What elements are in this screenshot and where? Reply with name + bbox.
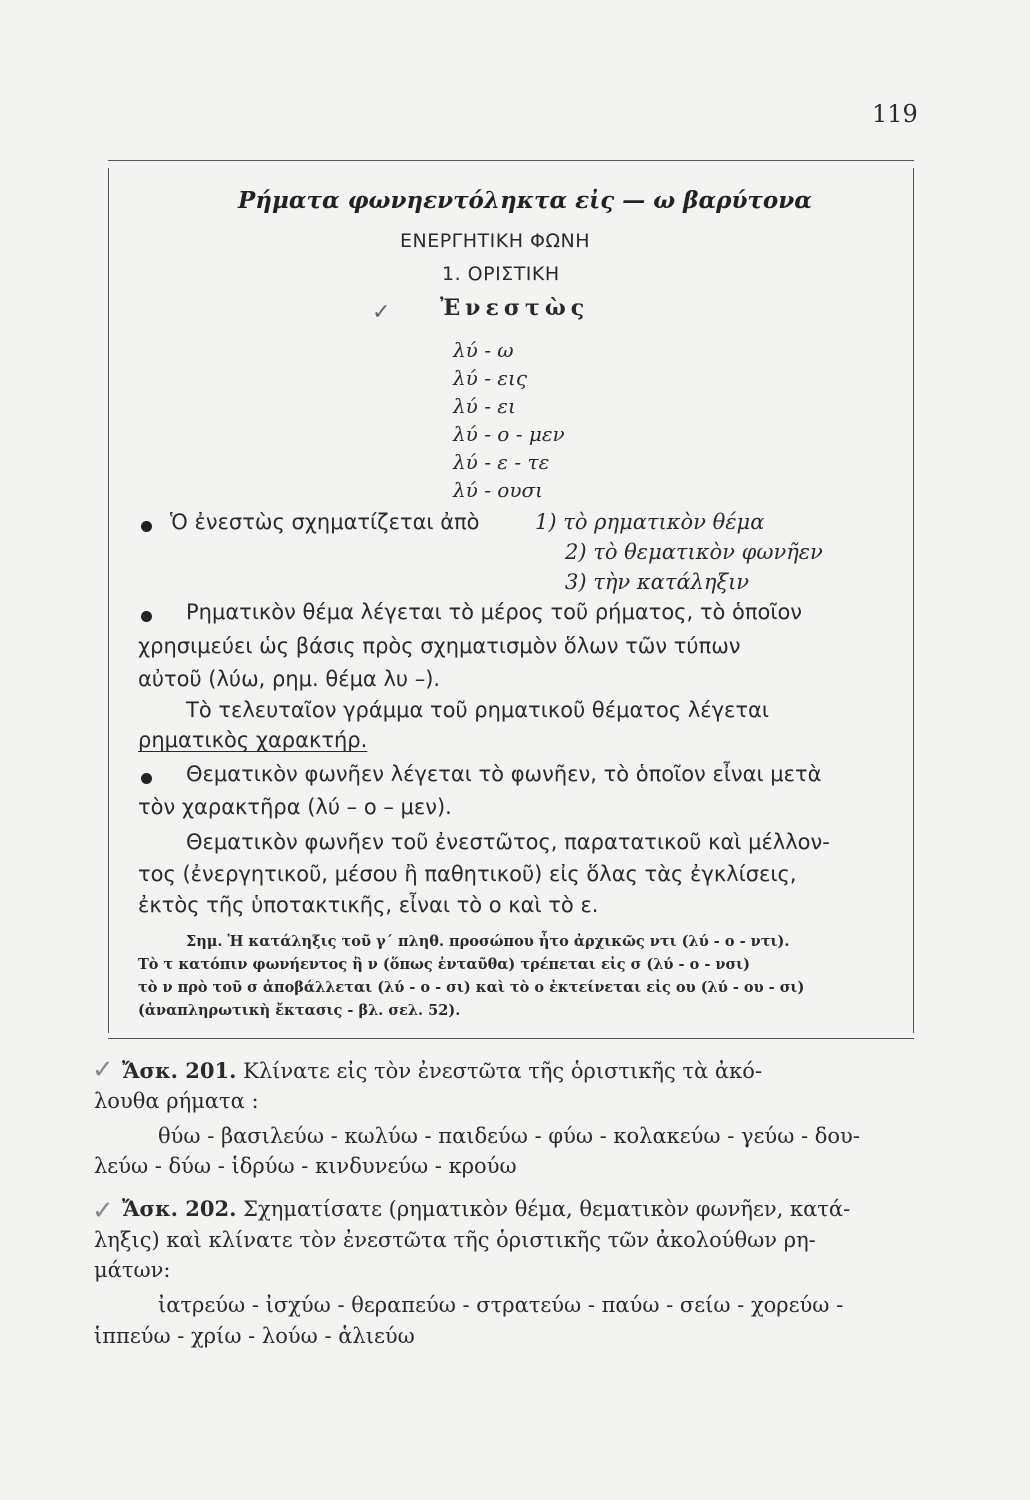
form-5: λύ - ε - τε: [453, 450, 550, 474]
exercise-202-label: Ἄσκ. 202.: [122, 1196, 237, 1221]
bullet-icon: [141, 773, 152, 784]
note-line-2: Τὸ τ κατόπιν φωνήεντος ἢ ν (ὅπως ἐνταῦθα) τρέπεται εἰς σ (λύ - ο - νσι): [138, 956, 751, 973]
p4-line-2: τος (ἐνεργητικοῦ, μέσου ἢ παθητικοῦ) εἰς ὅλας τὰς ἐγκλίσεις,: [138, 862, 797, 886]
exercise-201-line-1: [122, 1058, 762, 1083]
exercise-202-line-2: ληξις) καὶ κλίνατε τὸν ἐνεστῶτα τῆς ὁριστικῆς τῶν ἀκολούθων ρη-: [94, 1228, 816, 1252]
tense-check-mark: ✓: [372, 300, 391, 325]
form-3: λύ - ει: [453, 394, 516, 418]
exercise-202-line-5: ἱππεύω - χρίω - λούω - ἁλιεύω: [94, 1324, 415, 1348]
tense-heading: Ἐνεστὼς: [440, 295, 590, 321]
note-line-4: (ἀναπληρωτικὴ ἔκτασις - βλ. σελ. 52).: [138, 1002, 461, 1019]
page-number: 119: [872, 100, 918, 128]
exercise-202-line-3: μάτων:: [94, 1258, 171, 1282]
p2-line-1: Τὸ τελευταῖον γράμμα τοῦ ρηματικοῦ θέματος λέγεται: [186, 698, 769, 722]
exercise-201-check-icon: ✓: [92, 1055, 114, 1085]
form-1: λύ - ω: [453, 338, 514, 362]
p4-line-3: ἐκτὸς τῆς ὑποτακτικῆς, εἶναι τὸ ο καὶ τὸ ε.: [138, 893, 599, 917]
mood-heading: 1. ΟΡΙΣΤΙΚΗ: [442, 263, 560, 285]
note-line-1: Σημ. Ἡ κατάληξις τοῦ γ΄ πληθ. προσώπου ἦτο ἀρχικῶς ντι (λύ - ο - ντι).: [186, 933, 790, 950]
p3-line-2: τὸν χαρακτῆρα (λύ – ο – μεν).: [138, 795, 452, 819]
box-right-rule: [913, 168, 914, 1033]
p3-line-1: Θεματικὸν φωνῆεν λέγεται τὸ φωνῆεν, τὸ ὁποῖον εἶναι μετὰ: [186, 762, 822, 786]
exercise-202-check-icon: ✓: [92, 1196, 114, 1226]
exercise-202-line-1: [122, 1196, 850, 1221]
p1-line-2: χρησιμεύει ὡς βάσις πρὸς σχηματισμὸν ὅλων τῶν τύπων: [138, 634, 741, 658]
p4-line-1: Θεματικὸν φωνῆεν τοῦ ἐνεστῶτος, παρατατικοῦ καὶ μέλλον-: [186, 830, 830, 854]
box-top-rule: [108, 160, 914, 161]
exercise-201-line-3: θύω - βασιλεύω - κωλύω - παιδεύω - φύω - κολακεύω - γεύω - δου-: [158, 1124, 860, 1148]
exercise-201-line-4: λεύω - δύω - ἱδρύω - κινδυνεύω - κρούω: [94, 1154, 517, 1178]
box-title: Ρήματα φωνηεντόληκτα εἰς — ω βαρύτονα: [238, 187, 812, 214]
p1-line-1: Ρηματικὸν θέμα λέγεται τὸ μέρος τοῦ ρήματος, τὸ ὁποῖον: [186, 600, 803, 624]
exercise-201-line-2: λουθα ρήματα :: [94, 1089, 259, 1113]
formation-intro: Ὁ ἐνεστὼς σχηματίζεται ἀπὸ: [170, 510, 480, 534]
exercise-202-line-4: ἰατρεύω - ἰσχύω - θεραπεύω - στρατεύω - παύω - σείω - χορεύω -: [158, 1293, 844, 1317]
bullet-icon: [141, 611, 152, 622]
form-6: λύ - ουσι: [453, 478, 543, 502]
exercise-202-text: Σχηματίσατε (ρηματικὸν θέμα, θεματικὸν φωνῆεν, κατά-: [243, 1197, 851, 1221]
exercise-201-label: Ἄσκ. 201.: [122, 1058, 237, 1083]
formation-item-2: 2) τὸ θεματικὸν φωνῆεν: [565, 540, 823, 564]
form-2: λύ - εις: [453, 366, 528, 390]
bullet-icon: [141, 521, 152, 532]
p2-line-2: ρηματικὸς χαρακτήρ.: [138, 728, 368, 752]
box-bottom-rule: [108, 1038, 914, 1039]
p1-line-3: αὐτοῦ (λύω, ρημ. θέμα λυ –).: [138, 667, 441, 691]
note-line-3: τὸ ν πρὸ τοῦ σ ἀποβάλλεται (λύ - ο - σι) καὶ τὸ ο ἐκτείνεται εἰς ου (λύ - ου - σι): [138, 979, 805, 996]
box-left-rule: [108, 168, 109, 1033]
form-4: λύ - ο - μεν: [453, 422, 565, 446]
formation-item-1: 1) τὸ ρηματικὸν θέμα: [535, 510, 765, 534]
exercise-201-text: Κλίνατε εἰς τὸν ἐνεστῶτα τῆς ὁριστικῆς τὰ ἀκό-: [243, 1059, 762, 1083]
formation-item-3: 3) τὴν κατάληξιν: [565, 570, 750, 594]
voice-heading: ΕΝΕΡΓΗΤΙΚΗ ΦΩΝΗ: [400, 230, 591, 252]
